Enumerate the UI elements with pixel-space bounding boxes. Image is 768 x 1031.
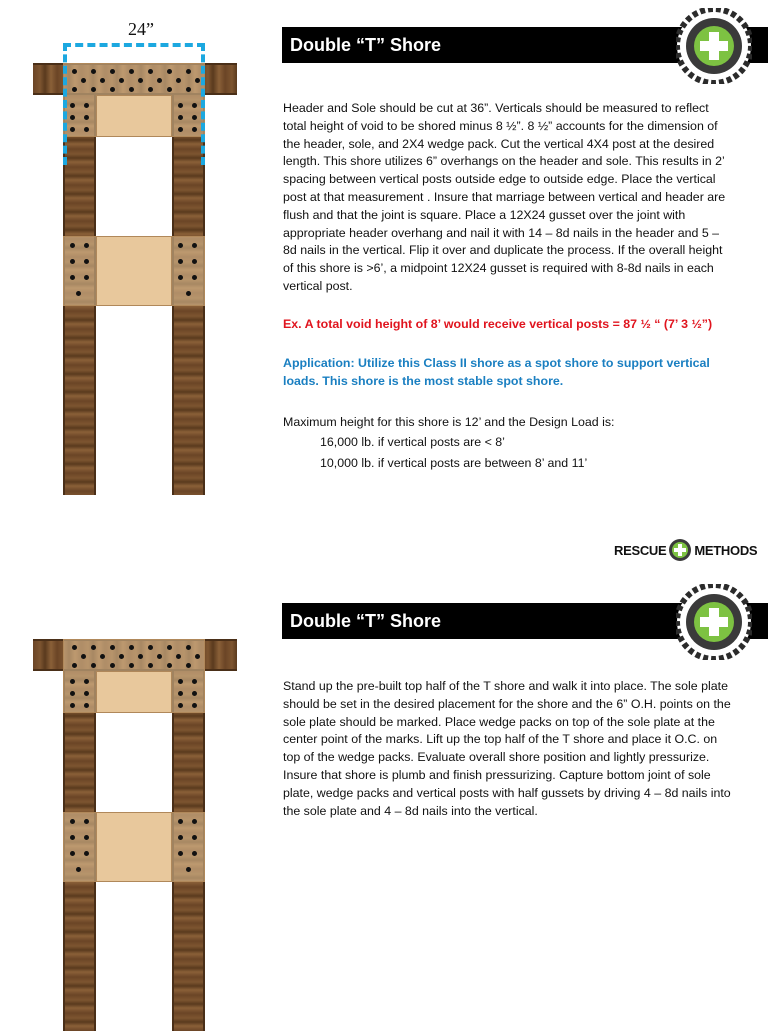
nail-dot <box>178 851 183 856</box>
example-text: Ex. A total void height of 8’ would receive vertical posts = 87 ½ “ (7’ 3 ½”) <box>283 317 713 331</box>
nail-dot <box>192 103 197 108</box>
nail-dot <box>186 87 191 92</box>
nail-dot <box>70 259 75 264</box>
nail-dot <box>129 645 134 650</box>
nail-dot <box>84 127 89 132</box>
logo-word-methods: METHODS <box>694 542 758 558</box>
nail-dot <box>148 645 153 650</box>
nail-dot <box>70 703 75 708</box>
nail-dot <box>91 645 96 650</box>
procedure-paragraph: Stand up the pre-built top half of the T shore and walk it into place. The sole plate should be set in the desired placement for the shore and the 6” O.H. points on the sole plate should be marked. Place wedge packs on top of the sole plate at the center point of the marks. Lift up the top half of the T shore and place it O.C. on top of the wedge packs. Evaluate overall shore position and lightly pressurize. Insure that shore is plumb and finish pressurizing. Capture bottom joint of sole plate, wedge packs and vertical posts with half gussets by driving 4 – 8d nails into the sole plate and 4 – 8d nails into the vertical. <box>283 679 731 818</box>
badge-gear-cross-icon <box>676 584 752 660</box>
design-load-2: 10,000 lb. if vertical posts are between 8’ and 11’ <box>320 456 588 470</box>
nail-dot <box>119 78 124 83</box>
nail-dot <box>192 819 197 824</box>
application-text: Application: Utilize this Class II shore as a spot shore to support vertical loads. This shore is the most stable spot shore. <box>283 356 710 388</box>
nail-dot <box>157 654 162 659</box>
nail-dot <box>70 819 75 824</box>
nail-dot <box>100 78 105 83</box>
nail-dot <box>176 654 181 659</box>
nail-dot <box>76 867 81 872</box>
dimension-label: 24” <box>128 19 154 39</box>
nail-dot <box>72 663 77 668</box>
nail-dot <box>70 691 75 696</box>
nail-dot <box>129 87 134 92</box>
nail-dot <box>178 679 183 684</box>
nail-dot <box>157 78 162 83</box>
nail-dot <box>178 691 183 696</box>
nail-dot <box>110 87 115 92</box>
nail-dot <box>70 835 75 840</box>
nail-dot <box>76 291 81 296</box>
nail-dot <box>178 115 183 120</box>
shore-diagram-2 <box>0 620 250 1024</box>
nail-dot <box>178 259 183 264</box>
nail-dot <box>84 691 89 696</box>
nail-dot <box>192 275 197 280</box>
nail-dot <box>178 819 183 824</box>
nail-dot <box>192 679 197 684</box>
shore-diagram-1 <box>0 0 250 500</box>
nail-dot <box>195 654 200 659</box>
nail-dot <box>186 69 191 74</box>
nail-dot <box>70 679 75 684</box>
page-title-2: Double “T” Shore <box>282 603 768 639</box>
nail-dot <box>148 69 153 74</box>
nail-dot <box>192 851 197 856</box>
max-height-text: Maximum height for this shore is 12’ and the Design Load is: <box>283 415 615 429</box>
badge-gear-cross-icon <box>676 8 752 84</box>
nail-dot <box>178 103 183 108</box>
nail-dot <box>129 663 134 668</box>
nail-dot <box>84 115 89 120</box>
nail-dot <box>91 69 96 74</box>
nail-dot <box>192 691 197 696</box>
nail-dot <box>81 78 86 83</box>
nail-dot <box>148 663 153 668</box>
nail-dot <box>138 78 143 83</box>
nail-dot <box>167 69 172 74</box>
nail-dot <box>70 275 75 280</box>
nail-dot <box>70 115 75 120</box>
nail-dot <box>186 645 191 650</box>
mid-gusset-plate <box>96 812 172 882</box>
nail-dot <box>110 69 115 74</box>
nail-dot <box>84 835 89 840</box>
mid-gusset-plate <box>96 236 172 306</box>
nail-dot <box>192 115 197 120</box>
nail-dot <box>70 243 75 248</box>
nail-dot <box>178 127 183 132</box>
nail-dot <box>129 69 134 74</box>
design-load-1: 16,000 lb. if vertical posts are < 8’ <box>320 435 505 449</box>
nail-dot <box>110 663 115 668</box>
rescue-methods-logo <box>614 536 764 564</box>
nail-dot <box>72 87 77 92</box>
nail-dot <box>192 835 197 840</box>
nail-dot <box>192 127 197 132</box>
nail-dot <box>84 103 89 108</box>
nail-dot <box>84 243 89 248</box>
nail-dot <box>186 867 191 872</box>
nail-dot <box>148 87 153 92</box>
nail-dot <box>70 127 75 132</box>
logo-word-rescue: RESCUE <box>614 542 667 558</box>
nail-dot <box>72 645 77 650</box>
nail-dot <box>167 87 172 92</box>
nail-dot <box>119 654 124 659</box>
nail-dot <box>192 243 197 248</box>
nail-dot <box>178 835 183 840</box>
top-gusset-plate <box>96 671 172 713</box>
nail-dot <box>195 78 200 83</box>
nail-dot <box>192 703 197 708</box>
nail-dot <box>84 679 89 684</box>
nail-dot <box>167 645 172 650</box>
nail-dot <box>178 243 183 248</box>
nail-dot <box>84 703 89 708</box>
nail-dot <box>81 654 86 659</box>
nail-dot <box>100 654 105 659</box>
nail-dot <box>186 291 191 296</box>
nail-dot <box>178 275 183 280</box>
nail-dot <box>84 819 89 824</box>
nail-dot <box>91 663 96 668</box>
nail-dot <box>91 87 96 92</box>
nail-dot <box>84 851 89 856</box>
nail-dot <box>70 851 75 856</box>
nail-dot <box>176 78 181 83</box>
nail-dot <box>70 103 75 108</box>
nail-dot <box>167 663 172 668</box>
nail-dot <box>186 663 191 668</box>
nail-dot <box>192 259 197 264</box>
nail-dot <box>84 275 89 280</box>
cross-logo-icon <box>668 538 692 562</box>
nail-dot <box>84 259 89 264</box>
instructions-paragraph: Header and Sole should be cut at 36”. Verticals should be measured to reflect total height of void to be shored minus 8 ½”. 8 ½” accounts for the dimension of the header, sole, and 2X4 wedge pack. Cut the vertical 4X4 post at the desired length. This shore utilizes 6” overhangs on the header and sole. This results in 2’ spacing between vertical posts outside edge to outside edge. Place the vertical post at that measurement . Insure that marriage between vertical and header are flush and that the joint is square. Place a 12X24 gusset over the joint with appropriate header overhang and nail it with 14 – 8d nails in the header and 5 – 8d nails in the vertical. Flip it over and duplicate the process. If the overall height of this shore is >6’, a midpoint 12X24 gusset is required with 8-8d nails in each vertical post. <box>283 101 726 293</box>
nail-dot <box>72 69 77 74</box>
nail-dot <box>110 645 115 650</box>
nail-dot <box>178 703 183 708</box>
page-title-1: Double “T” Shore <box>282 27 768 63</box>
nail-dot <box>138 654 143 659</box>
